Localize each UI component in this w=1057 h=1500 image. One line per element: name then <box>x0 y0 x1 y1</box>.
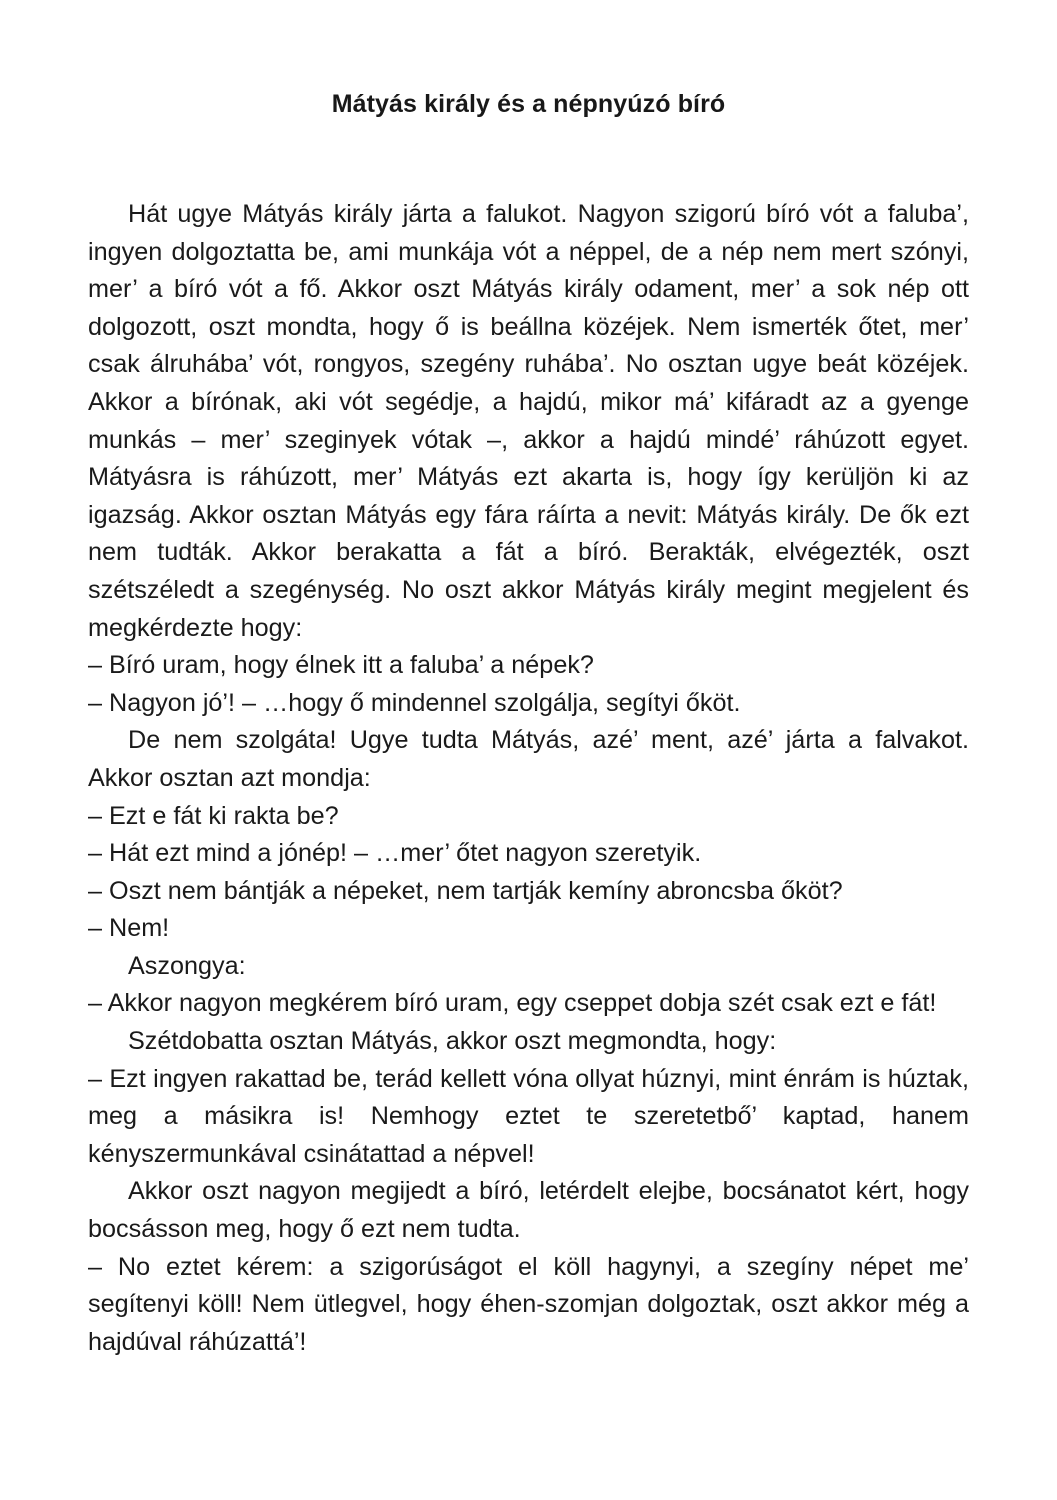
dialogue-line: – Nem! <box>88 914 170 943</box>
body-paragraph: Aszongya: <box>128 951 246 980</box>
page-title: Mátyás király és a népnyúzó bíró <box>331 90 726 118</box>
document-body <box>88 196 969 1361</box>
body-paragraph: Akkor oszt nagyon megijedt a bíró, letérdelt elejbe, bocsánatot kért, hogy bocsásson meg, hogy ő ezt nem tudta. <box>88 1177 969 1244</box>
dialogue-line: – Oszt nem bántják a népeket, nem tartják kemíny abroncsba őköt? <box>88 876 843 905</box>
dialogue-line: – Nagyon jó’! – …hogy ő mindennel szolgálja, segítyi őköt. <box>88 688 741 717</box>
dialogue-line: – Bíró uram, hogy élnek itt a faluba’ a népek? <box>88 651 594 680</box>
dialogue-line: – Akkor nagyon megkérem bíró uram, egy cseppet dobja szét csak ezt e fát! <box>88 989 937 1018</box>
body-paragraph: Hát ugye Mátyás király járta a falukot. Nagyon szigorú bíró vót a faluba’, ingyen dolgoztatta be, ami munkája vót a néppel, de a nép nem mert szónyi, mer’ a bíró vót a fő. Akkor oszt Mátyás király odament, mer’ a sok nép ott dolgozott, oszt mondta, hogy ő is beállna közéjek. Nem ismerték őtet, mer’ csak álruhába’ vót, rongyos, szegény ruhába’. No osztan ugye beát közéjek. Akkor a bírónak, aki vót segédje, a hajdú, mikor má’ kifáradt az a gyenge munkás – mer’ szeginyek vótak –, akkor a hajdú mindé’ ráhúzott egyet. Mátyásra is ráhúzott, mer’ Mátyás ezt akarta is, hogy így kerüljön ki az igazság. Akkor osztan Mátyás egy fára ráírta a nevit: Mátyás király. De ők ezt nem tudták. Akkor berakatta a fát a bíró. Berakták, elvégezték, oszt szétszéledt a szegénység. No oszt akkor Mátyás király megint megjelent és megkérdezte hogy: <box>88 200 969 642</box>
body-paragraph: De nem szolgáta! Ugye tudta Mátyás, azé’ ment, azé’ járta a falvakot. Akkor osztan azt mondja: <box>88 726 969 792</box>
body-paragraph: Szétdobatta osztan Mátyás, akkor oszt megmondta, hogy: <box>128 1027 777 1056</box>
dialogue-line: – Ezt ingyen rakattad be, terád kellett vóna ollyat húznyi, mint énrám is húztak, meg a másikra is! Nemhogy eztet te szeretetbő’ kaptad, hanem kényszermunkával csinátattad a népvel! <box>88 1064 969 1168</box>
dialogue-line: – No eztet kérem: a szigorúságot el köll hagynyi, a szegíny népet me’ segítenyi köll! Nem ütlegvel, hogy éhen-szomjan dolgoztak, oszt akkor még a hajdúval ráhúzattá’! <box>88 1252 969 1356</box>
dialogue-line: – Hát ezt mind a jónép! – …mer’ őtet nagyon szeretyik. <box>88 839 702 868</box>
dialogue-line: – Ezt e fát ki rakta be? <box>88 801 339 830</box>
